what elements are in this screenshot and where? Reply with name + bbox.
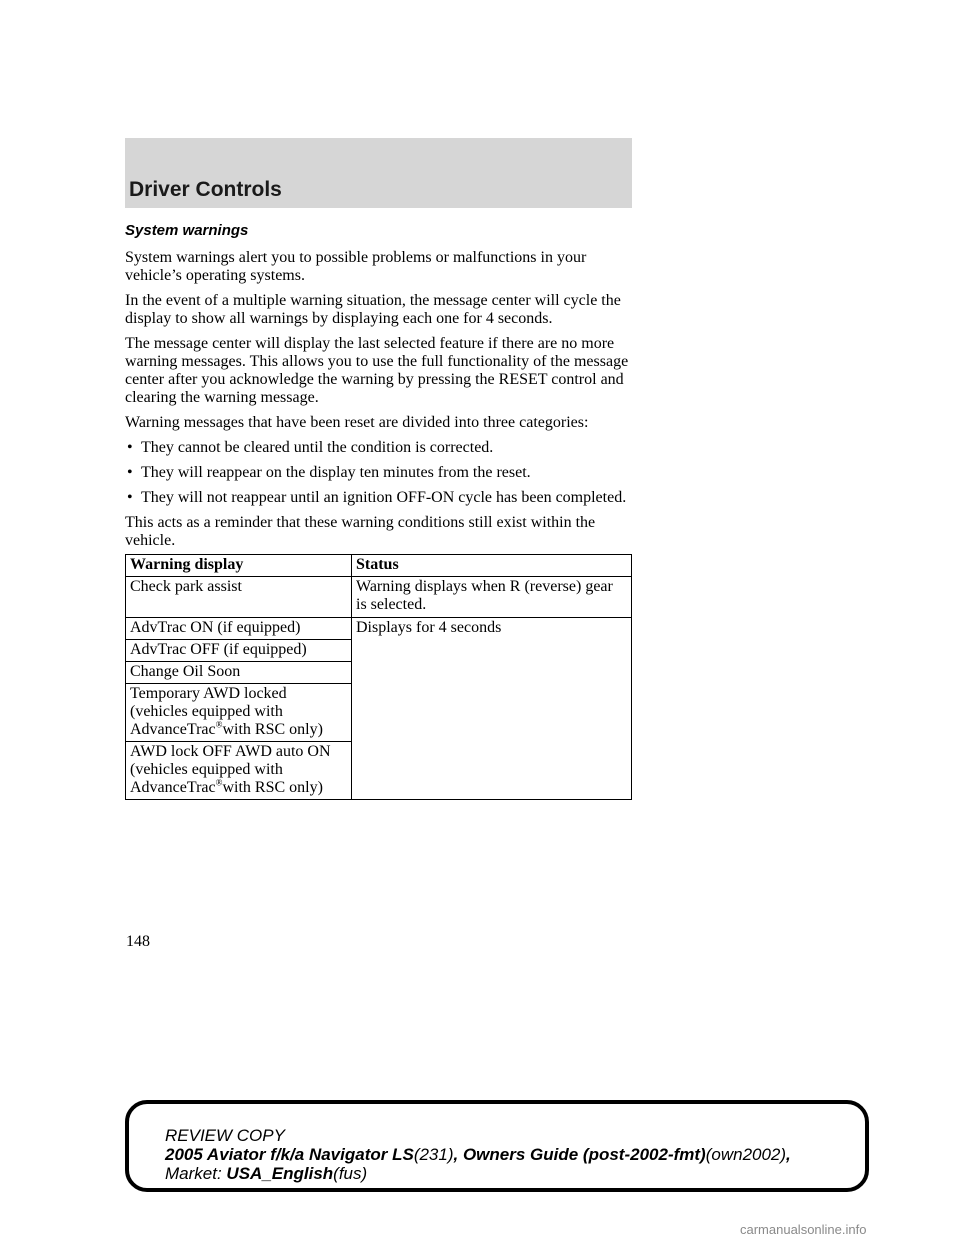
table-cell-status: Warning displays when R (reverse) gear is selected. [352,577,632,618]
header-band [125,138,632,208]
table-header-status: Status [352,555,632,577]
table-header-warning-display: Warning display [126,555,352,577]
cell-line [130,721,347,739]
list-item-text: They will not reappear until an ignition OFF-ON cycle has been completed. [141,489,627,506]
separator: , [786,1145,791,1164]
table-cell-display [126,742,352,800]
model-code: (231) [413,1145,454,1164]
table-cell-display: AdvTrac OFF (if equipped) [126,640,352,662]
bullet-icon: • [127,439,133,456]
warning-table [125,554,632,800]
cell-line: Temporary AWD locked [130,685,287,702]
bullet-icon: • [127,464,133,481]
brand-name: AdvanceTrac [130,721,216,738]
table-header-row [126,555,632,577]
model-name: 2005 Aviator f/k/a Navigator LS [165,1145,414,1164]
review-market-line [165,1164,791,1183]
table-cell-display: Change Oil Soon [126,662,352,684]
review-copy-text [165,1126,791,1183]
table-cell-status: Displays for 4 seconds [352,618,632,800]
trademark-icon: ® [215,719,223,730]
table-cell-display: Check park assist [126,577,352,618]
list-item [125,489,632,507]
cell-line-end: with RSC only) [222,779,323,796]
page-number: 148 [126,933,150,950]
paragraph: System warnings alert you to possible problems or malfunctions in your vehicle’s operating systems. [125,249,587,284]
brand-name: AdvanceTrac [130,779,216,796]
trademark-icon: ® [215,777,223,788]
market-label: Market: [165,1164,222,1183]
review-copy-box [125,1100,869,1192]
paragraph: Warning messages that have been reset are divided into three categories: [125,414,589,431]
cell-line: (vehicles equipped with [130,761,283,778]
table-cell-display [126,684,352,742]
bullet-icon: • [127,489,133,506]
paragraph: In the event of a multiple warning situation, the message center will cycle the display to show all warnings by displaying each one for 4 seconds. [125,292,621,327]
section-heading: System warnings [125,222,249,239]
paragraph: The message center will display the last selected feature if there are no more warning messages. This allows you to use the full functionality of the message center after you acknowledge the warning by pressing the RESET control and clearing the warning message. [125,335,629,406]
table-row [126,577,632,618]
cell-line: AWD lock OFF AWD auto ON [130,743,331,760]
page-title: Driver Controls [129,178,282,201]
separator: , [453,1145,463,1164]
watermark: carmanualsonline.info [740,1222,867,1237]
cell-line-end: with RSC only) [222,721,323,738]
guide-name: Owners Guide (post-2002-fmt) [462,1145,706,1164]
cell-line: (vehicles equipped with [130,703,283,720]
market-code: (fus) [333,1164,368,1183]
list-item-text: They cannot be cleared until the condition is corrected. [141,439,494,456]
table-cell-display: AdvTrac ON (if equipped) [126,618,352,640]
list-item-text: They will reappear on the display ten minutes from the reset. [141,464,531,481]
list-item [125,439,632,457]
guide-code: (own2002) [705,1145,787,1164]
main-content [125,222,632,800]
list-item [125,464,632,482]
review-model-line [165,1145,791,1164]
paragraph: This acts as a reminder that these warning conditions still exist within the vehicle. [125,514,596,549]
table-row [126,618,632,640]
market-value: USA_English [226,1164,334,1183]
cell-line [130,779,347,797]
bullet-list [125,439,632,507]
review-label: REVIEW COPY [165,1126,285,1145]
